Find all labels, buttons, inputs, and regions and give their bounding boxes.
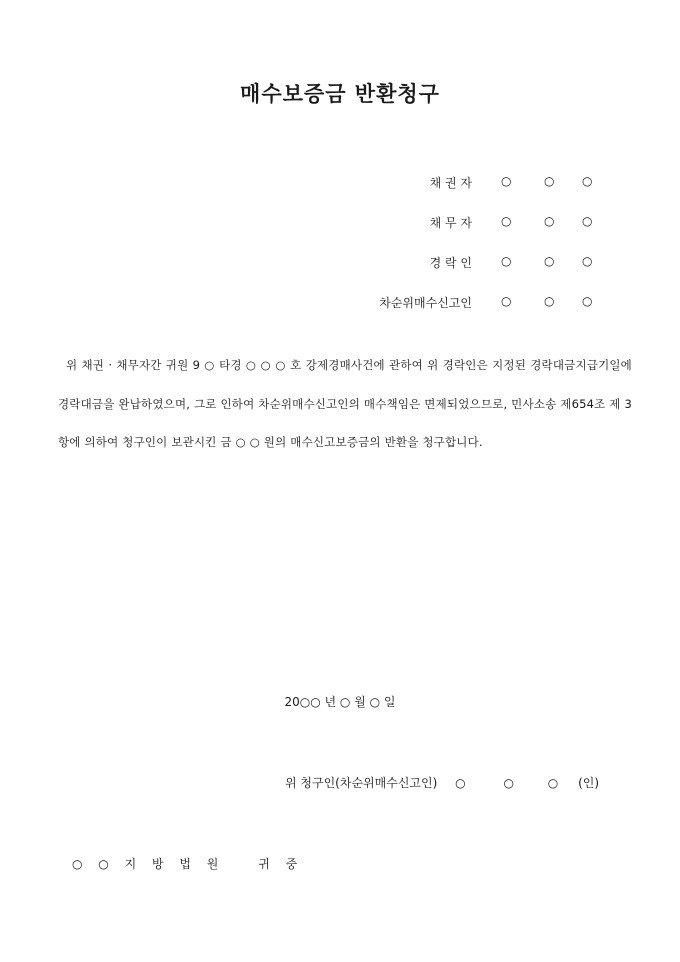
party-name-char: ○ [582,254,593,268]
party-name-char: ○ [582,174,593,188]
party-name-char: ○ [501,174,512,188]
party-name-char: ○ [501,254,512,268]
party-name-char: ○ [582,294,593,308]
party-row-second-bidder [0,294,680,314]
claimant-signature-line [285,774,599,791]
party-name-char: ○ [501,294,512,308]
party-name-char: ○ [544,254,555,268]
document-title: 매수보증금 반환청구 [240,81,440,106]
court-suffix: 귀 중 [258,857,304,871]
party-label-successful-bidder: 경 락 인 [429,256,472,270]
party-name-char: ○ [544,294,555,308]
party-label-debtor: 채 무 자 [429,216,472,230]
party-row-successful-bidder [0,254,680,274]
party-label-creditor: 채 권 자 [429,176,472,190]
party-name-char: ○ [582,214,593,228]
party-name-char: ○ [544,174,555,188]
party-name-char: ○ [501,214,512,228]
party-label-second-bidder: 차순위매수신고인 [379,296,472,310]
claimant-name-char: ○ [547,776,559,790]
court-name: ○ ○ 지 방 법 원 [72,857,225,871]
claimant-name-char: ○ [455,776,466,790]
party-row-creditor [0,174,680,194]
party-name-char: ○ [544,214,555,228]
party-row-debtor [0,214,680,234]
claimant-seal: (인) [578,776,600,790]
court-addressee [72,855,303,872]
claimant-name-char: ○ [503,776,514,790]
document-date: 20○○ 년 ○ 월 ○ 일 [284,695,396,709]
claim-body-paragraph: 위 채권 · 채무자간 귀원 9 ○ 타경 ○ ○ ○ 호 강제경매사건에 관하여 위 경락인은 지정된 경락대금지급기일에 경락대금을 완납하였으며, 그로 인하여 차순위매수신고인의 매수책임은 면제되었으므로, 민사소송 제654조 제 3 항에 의하여 청구인이 보관시킨 금 ○ ○ 원의 매수신고보증금의 반환을 청구합니다. [58,358,632,449]
claimant-label: 위 청구인(차순위매수신고인) [285,776,438,790]
